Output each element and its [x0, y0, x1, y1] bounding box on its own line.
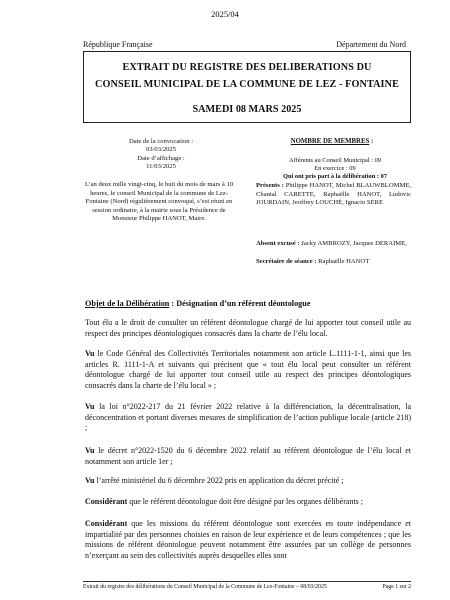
- convocation-label: Date de la convocation :: [128, 138, 194, 145]
- absent-list: Jacky AMBROZY, Jacques DERAIME,: [301, 240, 407, 247]
- paragraph-6-text: que le référent déontologue doit être désigné par les organes délibérants ;: [127, 497, 363, 506]
- secretary-label: Secrétaire de séance :: [256, 258, 317, 265]
- page-number: Page 1 sur 2: [382, 584, 411, 590]
- paragraph-2: [85, 349, 411, 391]
- paragraph-5-text: l’arrêté ministériel du 6 décembre 2022 pris en application du décret précité ;: [94, 476, 344, 485]
- convocation-date: 03/03/2025: [145, 146, 177, 154]
- absent-block: [256, 240, 411, 249]
- present-label: Présents :: [256, 182, 284, 189]
- paragraph-5: [85, 476, 411, 487]
- paragraph-4-lead: Vu: [85, 446, 95, 455]
- session-date: SAMEDI 08 MARS 2025: [192, 104, 302, 115]
- republic-label: République Française: [83, 40, 153, 49]
- objet-heading: [85, 299, 310, 308]
- paragraph-4: [85, 446, 411, 467]
- members-participants: Qui ont pris part à la délibération : 07: [282, 173, 388, 180]
- secretary-name: Raphaëlle HANOT: [318, 258, 370, 265]
- title-line-1: EXTRAIT DU REGISTRE DES DELIBERATIONS DU: [122, 62, 372, 73]
- present-block: [256, 182, 411, 208]
- paragraph-4-text: le décret n°2022-1520 du 6 décembre 2022 relatif au référent déontologue de l’élu local et notamment son article 1er ;: [85, 446, 411, 466]
- page-footer: [83, 581, 411, 590]
- members-exercice: En exercice : 09: [314, 165, 356, 172]
- title-box: [83, 51, 411, 123]
- paragraph-2-lead: Vu: [85, 349, 95, 358]
- present-list: Philippe HANOT, Michel BLAUWBLOMME, Chantal CARETTE, Raphaëlle HANOT, Ludovic JOURDAIN, Jeoffrey LOUCHÉ, Ignacio SERE: [256, 182, 411, 207]
- paragraph-7-lead: Considérant: [85, 519, 128, 528]
- footer-caption: Extrait du registre des délibérations du Conseil Municipal de la Commune de Lez-Fontaine – 08/03/2025: [83, 584, 327, 590]
- paragraph-3-lead: Vu: [85, 402, 95, 411]
- paragraph-3: [85, 402, 411, 434]
- members-block: [275, 157, 395, 181]
- dates-block: [99, 138, 223, 172]
- title-line-2: CONSEIL MUNICIPAL DE LA COMMUNE DE LEZ - FONTAINE: [95, 78, 399, 90]
- department-label: Département du Nord: [336, 40, 406, 49]
- members-title: NOMBRE DE MEMBRES :: [290, 138, 374, 145]
- paragraph-7: [85, 519, 411, 561]
- paragraph-3-text: la loi n°2022-217 du 21 février 2022 relative à la différenciation, la décentralisation, la déconcentration et portant diverses mesures de simplification de l’action publique locale (article 218) ;: [85, 402, 411, 433]
- paragraph-2-text: le Code Général des Collectivités Territoriales notamment son article L.1111-1-1, ainsi que les articles R. 1111-1-A et suivants qui précisent que « tout élu local peut consulter un référent déontologue chargé de lui apporter tout conseil utile au respect des principes déontologiques consacrés dans la charte de l’élu local » ;: [85, 349, 411, 390]
- secretary-block: [256, 258, 411, 265]
- objet-label: Objet de la Délibération: [85, 299, 170, 308]
- absent-label: Absent excusé :: [256, 240, 300, 247]
- document-reference: 2025/04: [211, 9, 239, 19]
- affichage-date: 11/03/2025: [146, 163, 176, 171]
- affichage-label: Date d’affichage :: [137, 154, 185, 162]
- objet-text: : Désignation d’un référent déontologue: [169, 299, 311, 308]
- session-intro: L’an deux mille vingt-cinq, le huit du mois de mars à 10 heures, le conseil Municipal de la commune de Lez-Fontaine (Nord) régulièrement convoqué, s’est réuni en session ordinaire, à la mairie sous la Présidence de Monsieur Philippe HANOT, Maire.: [84, 181, 234, 223]
- paragraph-5-lead: Vu: [85, 476, 95, 485]
- paragraph-6-lead: Considérant: [85, 497, 128, 506]
- members-afferents: Afférents au Conseil Municipal : 09: [289, 157, 381, 164]
- members-title-text: NOMBRE DE MEMBRES: [290, 138, 370, 145]
- paragraph-6: [85, 497, 411, 508]
- paragraph-7-text: que les missions du référent déontologue sont exercées en toute indépendance et impartialité par des personnes choisies en raison de leur expérience et de leurs compétences ; que les missions de référent déontologue peuvent notamment être assurées par un collège de personnes n’exerçant au sein des collectivités auprès desquelles elles sont: [85, 519, 411, 560]
- paragraph-1: Tout élu a le droit de consulter un référent déontologue chargé de lui apporter tout conseil utile au respect des principes déontologiques consacrés dans la charte de l’élu local.: [85, 318, 411, 338]
